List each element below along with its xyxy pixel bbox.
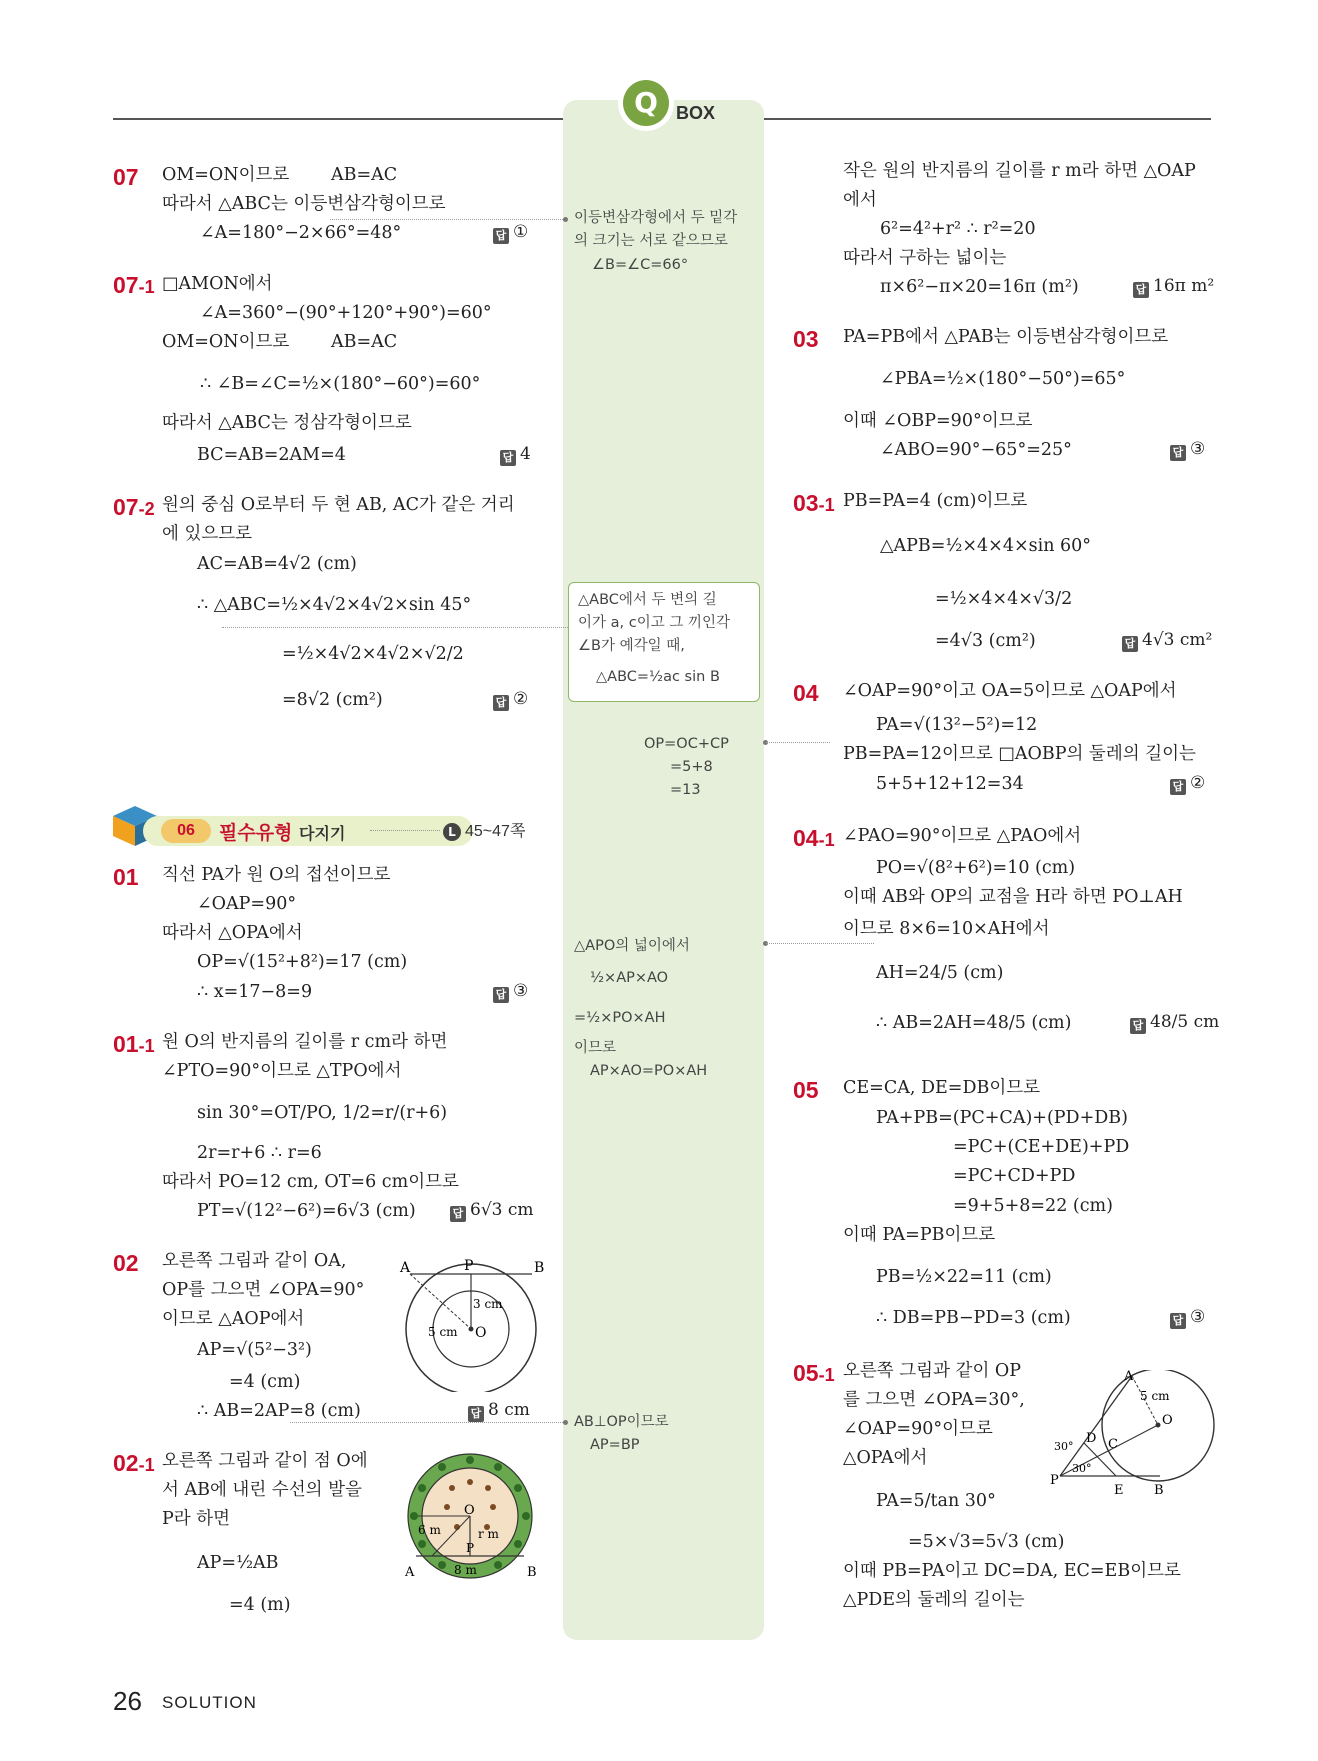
text-line: =½×4×4×√3/2: [935, 589, 1073, 609]
text-line: PB=½×22=11 (cm): [876, 1267, 1052, 1287]
text-line: ∠PBA=½×(180°−50°)=65°: [880, 369, 1126, 389]
answer: 답 8 cm: [468, 1400, 530, 1422]
lecture-icon: L: [443, 823, 461, 841]
leader-line: [222, 627, 568, 628]
text-line: =½×4√2×4√2×√2/2: [282, 644, 464, 664]
answer-icon: 답: [1170, 1313, 1186, 1329]
fig-label: O: [1162, 1413, 1173, 1428]
answer-icon: 답: [1170, 445, 1186, 461]
answer: 답 48/5 cm: [1130, 1012, 1219, 1034]
q-icon: Q: [623, 80, 669, 126]
text-line: ∴ x=17−8=9: [197, 982, 313, 1002]
fig-label: P: [464, 1258, 474, 1274]
text-line: PA+PB=(PC+CA)+(PD+DB): [876, 1108, 1128, 1128]
text-line: 오른쪽 그림과 같이 OA,: [162, 1251, 347, 1271]
text-line: 따라서 △ABC는 정삼각형이므로: [162, 413, 412, 433]
answer: 답 16π m²: [1133, 276, 1214, 298]
problem-number: 07-2: [113, 494, 155, 520]
note-line: 이가 a, c이고 그 끼인각: [578, 615, 730, 631]
note-line: =½×PO×AH: [574, 1010, 666, 1026]
text-line: PA=5/tan 30°: [876, 1491, 996, 1511]
text-line: AP=√(5²−3²): [197, 1340, 312, 1360]
text-line: =5×√3=5√3 (cm): [908, 1532, 1065, 1552]
leader-line: [370, 830, 440, 831]
park-circle-figure: [402, 1452, 542, 1582]
answer: 답 ②: [493, 689, 528, 711]
text-line: =PC+CD+PD: [953, 1166, 1076, 1186]
fig-label: E: [1114, 1483, 1124, 1498]
tangent-triangle-figure: [1050, 1370, 1220, 1498]
text-line: 원 O의 반지름의 길이를 r cm라 하면: [162, 1032, 448, 1052]
concentric-circles-figure: [398, 1254, 544, 1392]
text-line: 5+5+12+12=34: [876, 774, 1024, 794]
section-banner: [113, 806, 363, 844]
note-line: ∠B가 예각일 때,: [578, 638, 685, 654]
fig-label: 8 m: [454, 1563, 477, 1577]
problem-number: 01-1: [113, 1031, 155, 1057]
fig-label: O: [464, 1503, 475, 1518]
fig-label: B: [527, 1565, 537, 1580]
text-line: 작은 원의 반지름의 길이를 r m라 하면 △OAP: [843, 161, 1196, 181]
fig-label: 30°: [1072, 1462, 1092, 1475]
note-line: =5+8: [670, 759, 713, 775]
text-line: 이때 AB와 OP의 교점을 H라 하면 PO⊥AH: [843, 887, 1183, 907]
text-line: △APB=½×4×4×sin 60°: [880, 536, 1092, 556]
problem-number: 04-1: [793, 825, 835, 851]
page-reference: L 45~47쪽: [443, 818, 525, 841]
text-line: =4√3 (cm²): [935, 631, 1036, 651]
text-line: 오른쪽 그림과 같이 OP: [843, 1361, 1022, 1381]
answer-icon: 답: [493, 695, 509, 711]
text-line: AP=½AB: [197, 1553, 279, 1573]
text-line: ∠PAO=90°이므로 △PAO에서: [843, 826, 1082, 846]
note-line: =13: [670, 782, 701, 798]
text-line: △PDE의 둘레의 길이는: [843, 1590, 1025, 1610]
leader-line: [290, 1422, 565, 1423]
text-line: ∠ABO=90°−65°=25°: [880, 440, 1072, 460]
fig-label: A: [400, 1260, 411, 1276]
text-line: 따라서 구하는 넓이는: [843, 248, 1007, 268]
text-line: OM=ON이므로: [162, 332, 290, 352]
fig-label: 30°: [1054, 1440, 1074, 1453]
note-line: ½×AP×AO: [590, 970, 669, 986]
answer-icon: 답: [1130, 1018, 1146, 1034]
answer: 답 ③: [1170, 1307, 1205, 1329]
text-line: 6²=4²+r² ∴ r²=20: [880, 219, 1036, 239]
text-line: 서 AB에 내린 수선의 발을: [162, 1480, 362, 1500]
problem-number: 03-1: [793, 490, 835, 516]
text-line: ∴ ∠B=∠C=½×(180°−60°)=60°: [200, 374, 481, 394]
problem-number: 03: [793, 326, 819, 352]
text-line: PB=PA=4 (cm)이므로: [843, 491, 1028, 511]
text-line: P라 하면: [162, 1509, 231, 1529]
note-line: 의 크기는 서로 같으므로: [574, 233, 728, 249]
leader-dot: [563, 1420, 568, 1425]
answer: 답 4: [500, 444, 531, 466]
text-line: 이때 ∠OBP=90°이므로: [843, 411, 1033, 431]
text-line: 2r=r+6 ∴ r=6: [197, 1143, 322, 1163]
box-label: BOX: [676, 103, 716, 123]
problem-number: 05: [793, 1077, 819, 1103]
text-line: AB=AC: [331, 165, 398, 185]
text-line: AB=AC: [331, 332, 398, 352]
fig-label: B: [1154, 1483, 1164, 1498]
answer-icon: 답: [468, 1406, 484, 1422]
text-line: 이므로 △AOP에서: [162, 1309, 305, 1329]
answer-icon: 답: [450, 1206, 466, 1222]
fig-label: P: [466, 1541, 475, 1555]
text-line: PB=PA=12이므로 □AOBP의 둘레의 길이는: [843, 744, 1196, 764]
fig-label: B: [534, 1260, 544, 1276]
answer: 답 ③: [493, 981, 528, 1003]
note-line: ∠B=∠C=66°: [592, 257, 689, 273]
problem-number: 05-1: [793, 1360, 835, 1386]
problem-number: 02: [113, 1250, 139, 1276]
note-line: △APO의 넓이에서: [574, 938, 690, 954]
leader-line: [766, 742, 830, 743]
leader-dot: [563, 217, 568, 222]
note-line: △ABC=½ac sin B: [596, 669, 720, 685]
text-line: PA=PB에서 △PAB는 이등변삼각형이므로: [843, 327, 1169, 347]
fig-label: 6 m: [418, 1523, 441, 1537]
answer-icon: 답: [493, 987, 509, 1003]
note-line: 이므로: [574, 1040, 617, 1056]
answer-icon: 답: [500, 450, 516, 466]
text-line: ∠OAP=90°이므로: [843, 1419, 993, 1439]
text-line: 오른쪽 그림과 같이 점 O에: [162, 1451, 368, 1471]
text-line: BC=AB=2AM=4: [197, 445, 346, 465]
answer: 답 ①: [493, 222, 528, 244]
text-line: 따라서 PO=12 cm, OT=6 cm이므로: [162, 1172, 459, 1192]
text-line: =8√2 (cm²): [282, 690, 383, 710]
answer: 답 ③: [1170, 439, 1205, 461]
text-line: 이므로 8×6=10×AH에서: [843, 919, 1050, 939]
text-line: OM=ON이므로: [162, 165, 290, 185]
text-line: =9+5+8=22 (cm): [953, 1196, 1113, 1216]
note-line: AP=BP: [590, 1437, 640, 1453]
leader-line: [766, 943, 874, 944]
answer-icon: 답: [493, 228, 509, 244]
text-line: ∠PTO=90°이므로 △TPO에서: [162, 1061, 402, 1081]
fig-label: r m: [478, 1527, 499, 1541]
fig-label: 5 cm: [428, 1325, 458, 1339]
text-line: =PC+(CE+DE)+PD: [953, 1137, 1130, 1157]
answer-icon: 답: [1122, 636, 1138, 652]
text-line: □AMON에서: [162, 274, 273, 294]
text-line: =4 (m): [229, 1595, 291, 1615]
text-line: ∴ AB=2AH=48/5 (cm): [876, 1013, 1072, 1033]
fig-label: O: [475, 1325, 487, 1341]
answer: 답 ②: [1170, 773, 1205, 795]
fig-label: A: [1124, 1370, 1134, 1384]
answer-icon: 답: [1170, 779, 1186, 795]
text-line: 이때 PA=PB이므로: [843, 1225, 996, 1245]
text-line: ∠A=360°−(90°+120°+90°)=60°: [200, 303, 492, 323]
fig-label: P: [1050, 1473, 1059, 1488]
problem-number: 04: [793, 680, 819, 706]
answer: 답 6√3 cm: [450, 1200, 534, 1222]
problem-number: 07: [113, 164, 139, 190]
text-line: △OPA에서: [843, 1448, 928, 1468]
answer-icon: 답: [1133, 282, 1149, 298]
footer-label: SOLUTION: [162, 1693, 257, 1712]
text-line: 따라서 △OPA에서: [162, 923, 303, 943]
text-line: 따라서 △ABC는 이등변삼각형이므로: [162, 194, 446, 214]
text-line: ∠OAP=90°이고 OA=5이므로 △OAP에서: [843, 681, 1177, 701]
fig-label: C: [1108, 1437, 1118, 1452]
section-tag: 06: [161, 819, 211, 843]
text-line: CE=CA, DE=DB이므로: [843, 1078, 1041, 1098]
text-line: ∴ △ABC=½×4√2×4√2×sin 45°: [197, 595, 472, 615]
text-line: 를 그으면 ∠OPA=30°,: [843, 1390, 1025, 1410]
note-line: OP=OC+CP: [644, 736, 729, 752]
text-line: ∴ AB=2AP=8 (cm): [197, 1401, 361, 1421]
text-line: 원의 중심 O로부터 두 현 AB, AC가 같은 거리: [162, 495, 515, 515]
text-line: AC=AB=4√2 (cm): [197, 554, 357, 574]
text-line: ∠OAP=90°: [197, 894, 297, 914]
text-line: OP=√(15²+8²)=17 (cm): [197, 952, 408, 972]
text-line: =4 (cm): [229, 1372, 301, 1392]
q-box-panel: [563, 100, 764, 1640]
answer: 답 4√3 cm²: [1122, 630, 1212, 652]
fig-label: 5 cm: [1140, 1389, 1170, 1403]
text-line: π×6²−π×20=16π (m²): [880, 277, 1079, 297]
note-line: AB⊥OP이므로: [574, 1414, 669, 1430]
problem-number: 02-1: [113, 1450, 155, 1476]
problem-number: 07-1: [113, 272, 155, 298]
note-line: △ABC에서 두 변의 길: [578, 592, 717, 608]
text-line: 에 있으므로: [162, 524, 253, 544]
text-line: 에서: [843, 190, 877, 210]
note-line: 이등변삼각형에서 두 밑각: [574, 210, 738, 226]
section-title: 필수유형 다지기: [219, 822, 346, 844]
text-line: OP를 그으면 ∠OPA=90°: [162, 1280, 365, 1300]
text-line: PO=√(8²+6²)=10 (cm): [876, 858, 1076, 878]
text-line: sin 30°=OT/PO, 1/2=r/(r+6): [197, 1103, 448, 1123]
fig-label: 3 cm: [473, 1297, 503, 1311]
text-line: PT=√(12²−6²)=6√3 (cm): [197, 1201, 416, 1221]
page-number: 26: [113, 1686, 142, 1716]
fig-label: A: [405, 1565, 415, 1580]
text-line: 직선 PA가 원 O의 접선이므로: [162, 865, 391, 885]
problem-number: 01: [113, 864, 139, 890]
leader-line: [330, 219, 565, 220]
note-line: AP×AO=PO×AH: [590, 1063, 708, 1079]
fig-label: D: [1086, 1431, 1097, 1446]
text-line: AH=24/5 (cm): [876, 963, 1004, 983]
text-line: ∴ DB=PB−PD=3 (cm): [876, 1308, 1071, 1328]
text-line: 이때 PB=PA이고 DC=DA, EC=EB이므로: [843, 1561, 1181, 1581]
text-line: PA=√(13²−5²)=12: [876, 715, 1038, 735]
text-line: ∠A=180°−2×66°=48°: [200, 223, 402, 243]
